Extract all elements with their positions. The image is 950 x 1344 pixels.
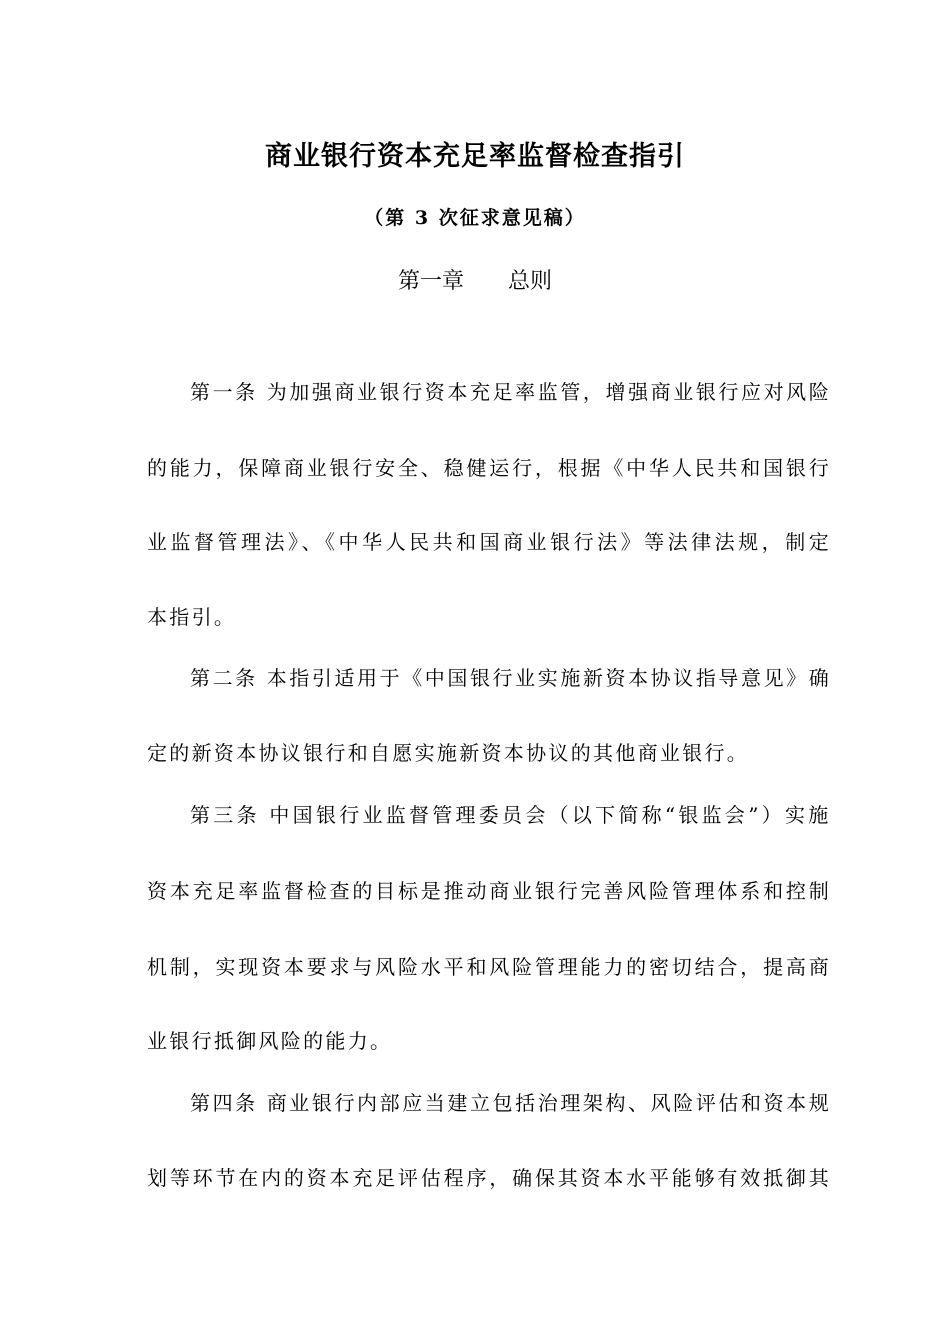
article-3-line-4: 业银行抵御风险的能力。 — [147, 1029, 393, 1053]
article-1-line-4: 本指引。 — [147, 605, 237, 629]
article-4-line-1: 第四条 商业银行内部应当建立包括治理架构、风险评估和资本规 — [190, 1091, 832, 1115]
document-title: 商业银行资本充足率监督检查指引 — [265, 141, 685, 172]
article-4-line-2: 划等环节在内的资本充足评估程序，确保其资本水平能够有效抵御其 — [147, 1166, 832, 1190]
article-1-line-3: 业监督管理法》、《中华人民共和国商业银行法》等法律法规，制定 — [147, 530, 833, 554]
document-subtitle: （第 3 次征求意见稿） — [364, 207, 586, 229]
article-2-line-1: 第二条 本指引适用于《中国银行业实施新资本协议指导意见》确 — [190, 666, 832, 690]
article-1-line-2: 的能力，保障商业银行安全、稳健运行，根据《中华人民共和国银行 — [147, 456, 832, 480]
article-2-line-2: 定的新资本协议银行和自愿实施新资本协议的其他商业银行。 — [147, 741, 750, 765]
chapter-heading: 第一章 总则 — [397, 269, 552, 294]
article-3-line-3: 机制，实现资本要求与风险水平和风险管理能力的密切结合，提高商 — [147, 955, 832, 979]
article-3-line-2: 资本充足率监督检查的目标是推动商业银行完善风险管理体系和控制 — [147, 879, 832, 903]
article-1-line-1: 第一条 为加强商业银行资本充足率监管，增强商业银行应对风险 — [190, 380, 832, 404]
article-3-line-1: 第三条 中国银行业监督管理委员会（以下简称“银监会”）实施 — [190, 803, 832, 827]
